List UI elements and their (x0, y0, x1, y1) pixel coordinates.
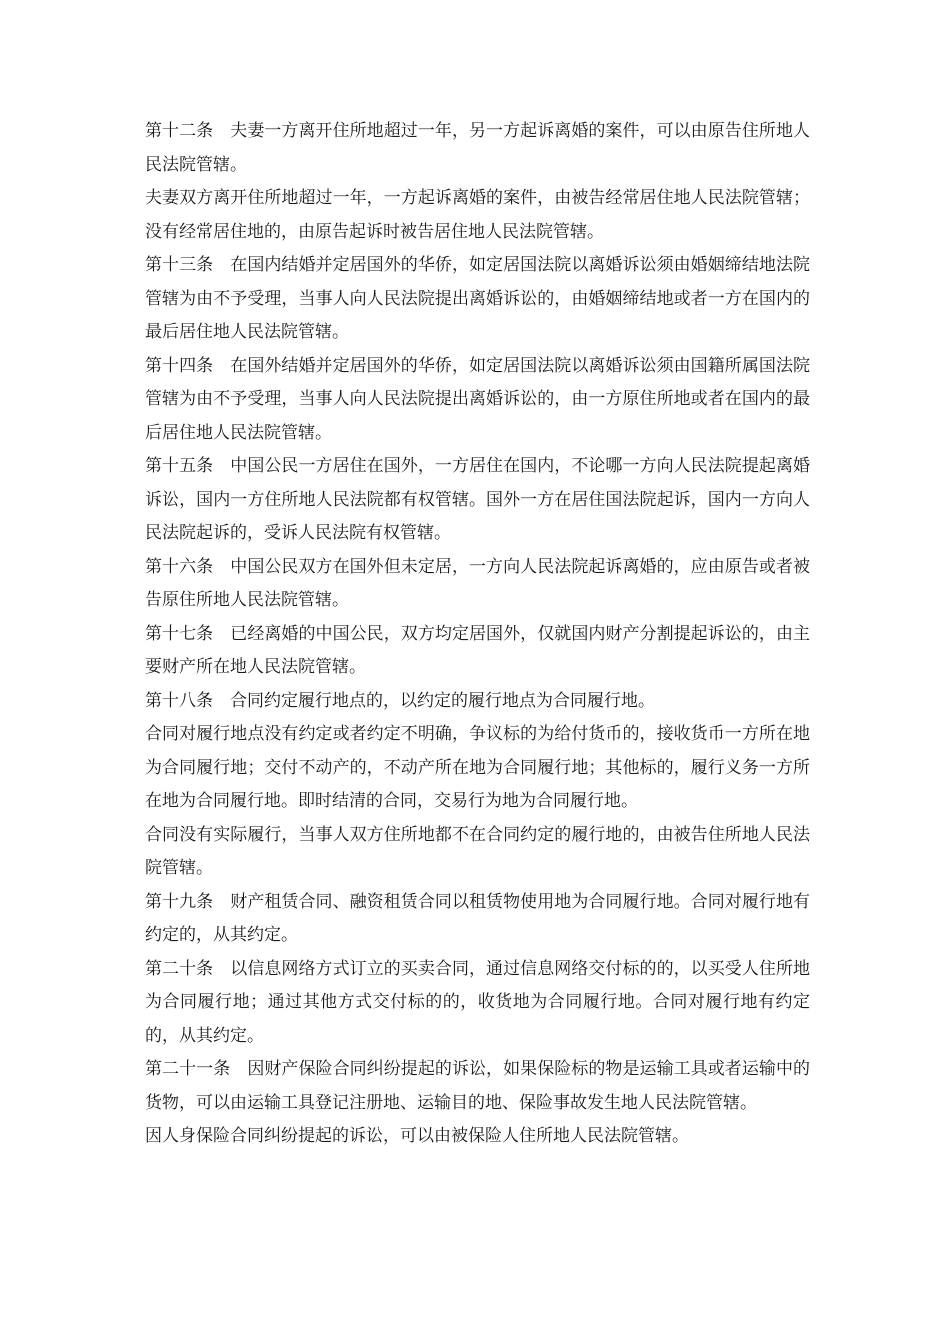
paragraph-article-18-clause-2: 合同对履行地点没有约定或者约定不明确，争议标的为给付货币的，接收货币一方所在地为合同履行地；交付不动产的，不动产所在地为合同履行地；其他标的，履行义务一方所在地为合同履行地。即时结清的合同，交易行为地为合同履行地。 (145, 724, 810, 811)
paragraph-article-15: 第十五条 中国公民一方居住在国外，一方居住在国内，不论哪一方向人民法院提起离婚诉讼，国内一方住所地人民法院都有权管辖。国外一方在居住国法院起诉，国内一方向人民法院起诉的，受诉人民法院有权管辖。 (145, 456, 810, 543)
paragraph-article-19: 第十九条 财产租赁合同、融资租赁合同以租赁物使用地为合同履行地。合同对履行地有约定的，从其约定。 (145, 891, 810, 945)
paragraph-article-12-clause-2: 夫妻双方离开住所地超过一年，一方起诉离婚的案件，由被告经常居住地人民法院管辖；没有经常居住地的，由原告起诉时被告居住地人民法院管辖。 (145, 188, 810, 242)
paragraph-article-18: 第十八条 合同约定履行地点的，以约定的履行地点为合同履行地。 (145, 690, 655, 711)
paragraph-article-16: 第十六条 中国公民双方在国外但未定居，一方向人民法院起诉离婚的，应由原告或者被告原住所地人民法院管辖。 (145, 556, 810, 610)
paragraph-article-20: 第二十条 以信息网络方式订立的买卖合同，通过信息网络交付标的的，以买受人住所地为合同履行地；通过其他方式交付标的的，收货地为合同履行地。合同对履行地有约定的，从其约定。 (145, 958, 810, 1046)
paragraph-article-12: 第十二条 夫妻一方离开住所地超过一年，另一方起诉离婚的案件，可以由原告住所地人民法院管辖。 (145, 121, 810, 175)
paragraph-article-14: 第十四条 在国外结婚并定居国外的华侨，如定居国法院以离婚诉讼须由国籍所属国法院管辖为由不予受理，当事人向人民法院提出离婚诉讼的，由一方原住所地或者在国内的最后居住地人民法院管辖。 (145, 355, 810, 443)
paragraph-article-21: 第二十一条 因财产保险合同纠纷提起的诉讼，如果保险标的物是运输工具或者运输中的货物，可以由运输工具登记注册地、运输目的地、保险事故发生地人民法院管辖。 (145, 1059, 810, 1113)
paragraph-article-13: 第十三条 在国内结婚并定居国外的华侨，如定居国法院以离婚诉讼须由婚姻缔结地法院管辖为由不予受理，当事人向人民法院提出离婚诉讼的，由婚姻缔结地或者一方在国内的最后居住地人民法院管辖。 (145, 255, 810, 342)
paragraph-article-18-clause-3: 合同没有实际履行，当事人双方住所地都不在合同约定的履行地的，由被告住所地人民法院管辖。 (145, 824, 810, 878)
paragraph-article-17: 第十七条 已经离婚的中国公民，双方均定居国外，仅就国内财产分割提起诉讼的，由主要财产所在地人民法院管辖。 (145, 623, 810, 677)
paragraph-article-21-clause-2: 因人身保险合同纠纷提起的诉讼，可以由被保险人住所地人民法院管辖。 (145, 1126, 689, 1146)
document-body (145, 115, 810, 1154)
